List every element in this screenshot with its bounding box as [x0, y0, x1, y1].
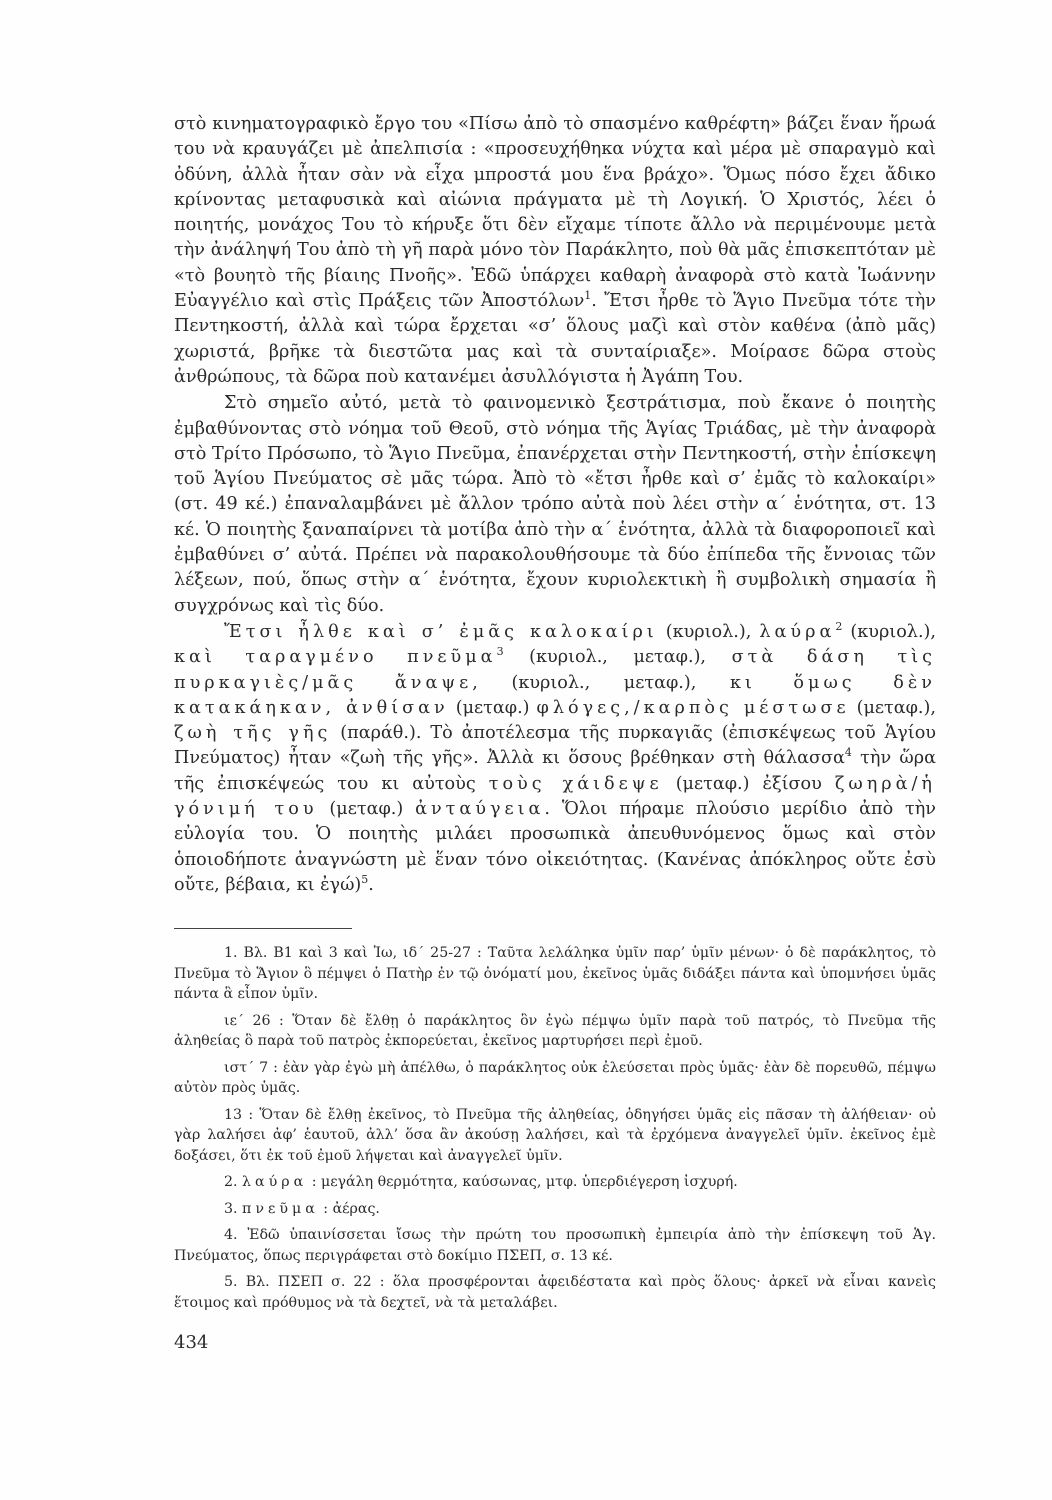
footnote-separator: [174, 928, 352, 929]
footnote-1-cont-a: ιε΄ 26 : Ὅταν δὲ ἔλθῃ ὁ παράκλητος ὃν ἐγὼ πέμψω ὑμῖν παρὰ τοῦ πατρός, τὸ Πνεῦμα τῆς ἀληθείας ὃ παρὰ τοῦ πατρὸς ἐκπορεύεται, ἐκεῖνος μαρτυρήσει περὶ ἐμοῦ.: [174, 1012, 936, 1050]
footnote-3: 3. πνεῦμα : ἀέρας.: [224, 1200, 380, 1217]
paragraph-1: στὸ κινηματογραφικὸ ἔργο του «Πίσω ἀπὸ τὸ σπασμένο καθρέφτη» βάζει ἕναν ἥρωά του νὰ κραυγάζει μὲ ἀπελπισία : «προσευχήθηκα νύχτα καὶ μέρα μὲ σπαραγμὸ καὶ ὀδύνη, ἀλλὰ ἦταν σὰν νὰ εἶχα μπροστά μου ἕνα βράχο». Ὅμως πόσο ἔχει ἄδικο κρίνοντας μεταφυσικὰ καὶ αἰώνια πράγματα μὲ τὴ Λογική. Ὁ Χριστός, λέει ὁ ποιητής, μονάχος Του τὸ κήρυξε ὅτι δὲν εἴχαμε τίποτε ἄλλο νὰ περιμένουμε μετὰ τὴν ἀνάληψή Του ἀπὸ τὴ γῆ παρὰ μόνο τὸν Παράκλητο, ποὺ θὰ μᾶς ἐπισκεπτόταν μὲ «τὸ βουητὸ τῆς βίαιης Πνοῆς». Ἐδῶ ὑπάρχει καθαρὴ ἀναφορὰ στὸ κατὰ Ἰωάννην Εὐαγγέλιο καὶ στὶς Πράξεις τῶν Ἀποστόλων$^1$. Ἔτσι ἦρθε τὸ Ἅγιο Πνεῦμα τότε τὴν Πεντηκοστή, ἀλλὰ καὶ τώρα ἔρχεται «σ’ ὅλους μαζὶ καὶ στὸν καθένα (ἀπὸ μᾶς) χωριστά, βρῆκε τὰ διεστῶτα μας καὶ τὰ συνταίριαξε». Μοίρασε δῶρα στοὺς ἀνθρώπους, τὰ δῶρα ποὺ κατανέμει ἀσυλλόγιστα ἡ Ἀγάπη Του.: [174, 114, 936, 387]
paragraph-3: Ἔτσι ἦλθε καὶ σ’ ἐμᾶς καλοκαίρι (κυριολ.), λαύρα$^2$ (κυριολ.), καὶ ταραγμένο πνεῦμα$^3$ (κυριολ., μεταφ.), στὰ δάση τὶς πυρκαγιὲς/μᾶς ἄναψε, (κυριολ., μεταφ.), κι ὅμως δὲν κατακάηκαν, ἀνθίσαν (μεταφ.) φλόγες,/καρπὸς μέστωσε (μεταφ.), ζωὴ τῆς γῆς (παράθ.). Τὸ ἀποτέλεσμα τῆς πυρκαγιᾶς (ἐπισκέψεως τοῦ Ἁγίου Πνεύματος) ἦταν «ζωὴ τῆς γῆς». Ἀλλὰ κι ὅσους βρέθηκαν στὴ θάλασσα$^4$ τὴν ὥρα τῆς ἐπισκέψεώς του κι αὐτοὺς τοὺς χάιδεψε (μεταφ.) ἐξίσου ζωηρὰ/ἡ γόνιμή του (μεταφ.) ἀνταύγεια. Ὅλοι πήραμε πλούσιο μερίδιο ἀπὸ τὴν εὐλογία του. Ὁ ποιητὴς μιλάει προσωπικὰ ἀπευθυνόμενος ὅμως καὶ στὸν ὁποιοδήποτε ἀναγνώστη μὲ ἕναν τόνο οἰκειότητας. (Κανένας ἀπόκληρος οὔτε ἐσὺ οὔτε, βέβαια, κι ἐγώ)$^5$.: [174, 619, 936, 895]
page-number: 434: [174, 1332, 209, 1353]
footnote-ref-3: 3: [496, 645, 504, 659]
paragraph-2: Στὸ σημεῖο αὐτό, μετὰ τὸ φαινομενικὸ ξεστράτισμα, ποὺ ἔκανε ὁ ποιητὴς ἐμβαθύνοντας στὸ νόημα τοῦ Θεοῦ, στὸ νόημα τῆς Ἁγίας Τριάδας, μὲ τὴν ἀναφορὰ στὸ Τρίτο Πρόσωπο, τὸ Ἅγιο Πνεῦμα, ἐπανέρχεται στὴν Πεντηκοστή, στὴν ἐπίσκεψη τοῦ Ἁγίου Πνεύματος σὲ μᾶς τώρα. Ἀπὸ τὸ «ἔτσι ἦρθε καὶ σ’ ἐμᾶς τὸ καλοκαίρι» (στ. 49 κέ.) ἐπαναλαμβάνει μὲ ἄλλον τρόπο αὐτὰ ποὺ λέει στὴν α΄ ἑνότητα, στ. 13 κέ. Ὁ ποιητὴς ξαναπαίρνει τὰ μοτίβα ἀπὸ τὴν α΄ ἑνότητα, ἀλλὰ τὰ διαφοροποιεῖ καὶ ἐμβαθύνει σ’ αὐτά. Πρέπει νὰ παρακολουθήσουμε τὰ δύο ἐπίπεδα τῆς ἔννοιας τῶν λέξεων, πού, ὅπως στὴν α΄ ἑνότητα, ἔχουν κυριολεκτικὴ ἢ συμβολικὴ σημασία ἢ συγχρόνως καὶ τὶς δύο.: [174, 393, 936, 616]
footnote-ref-4: 4: [844, 746, 852, 760]
footnotes: [174, 943, 936, 1313]
footnote-ref-1: 1: [584, 289, 592, 303]
footnote-2: 2. λαύρα : μεγάλη θερμότητα, καύσωνας, μτφ. ὑπερδιέγερση ἰσχυρή.: [224, 1174, 738, 1191]
footnote-1-cont-c: 13 : Ὅταν δὲ ἔλθῃ ἐκεῖνος, τὸ Πνεῦμα τῆς ἀληθείας, ὁδηγήσει ὑμᾶς εἰς πᾶσαν τὴ ἀλήθειαν· οὐ γὰρ λαλήσει ἀφ’ ἑαυτοῦ, ἀλλ’ ὅσα ἂν ἀκούσῃ λαλήσει, καὶ τὰ ἐρχόμενα ἀναγγελεῖ ὑμῖν. ἐκεῖνος ἐμὲ δοξάσει, ὅτι ἐκ τοῦ ἐμοῦ λήψεται καὶ ἀναγγελεῖ ὑμῖν.: [174, 1106, 936, 1164]
footnote-1-cont-b: ιστ΄ 7 : ἐὰν γὰρ ἐγὼ μὴ ἀπέλθω, ὁ παράκλητος οὐκ ἐλεύσεται πρὸς ὑμᾶς· ἐὰν δὲ πορευθῶ, πέμψω αὐτὸν πρὸς ὑμᾶς.: [174, 1059, 936, 1097]
page-content: [174, 112, 936, 1319]
footnote-5: 5. Βλ. ΠΣΕΠ σ. 22 : ὅλα προσφέρονται ἀφειδέστατα καὶ πρὸς ὅλους· ἀρκεῖ νὰ εἶναι κανεὶς ἕτοιμος καὶ πρόθυμος νὰ τὰ δεχτεῖ, νὰ τὰ μεταλάβει.: [174, 1274, 936, 1311]
footnote-ref-5: 5: [361, 872, 369, 886]
footnote-1: 1. Βλ. Β1 καὶ 3 καὶ Ἰω, ιδ΄ 25-27 : Ταῦτα λελάληκα ὑμῖν παρ’ ὑμῖν μένων· ὁ δὲ παράκλητος, τὸ Πνεῦμα τὸ Ἅγιον ὃ πέμψει ὁ Πατὴρ ἐν τῷ ὀνόματί μου, ἐκεῖνος ὑμᾶς διδάξει πάντα καὶ ὑπομνήσει ὑμᾶς πάντα ἃ εἶπον ὑμῖν.: [174, 945, 936, 1003]
body-text: [174, 112, 936, 898]
footnote-4: 4. Ἐδῶ ὑπαινίσσεται ἴσως τὴν πρώτη του προσωπικὴ ἐμπειρία ἀπὸ τὴν ἐπίσκεψη τοῦ Ἁγ. Πνεύματος, ὅπως περιγράφεται στὸ δοκίμιο ΠΣΕΠ, σ. 13 κέ.: [174, 1227, 936, 1264]
footnote-ref-2: 2: [835, 619, 843, 633]
